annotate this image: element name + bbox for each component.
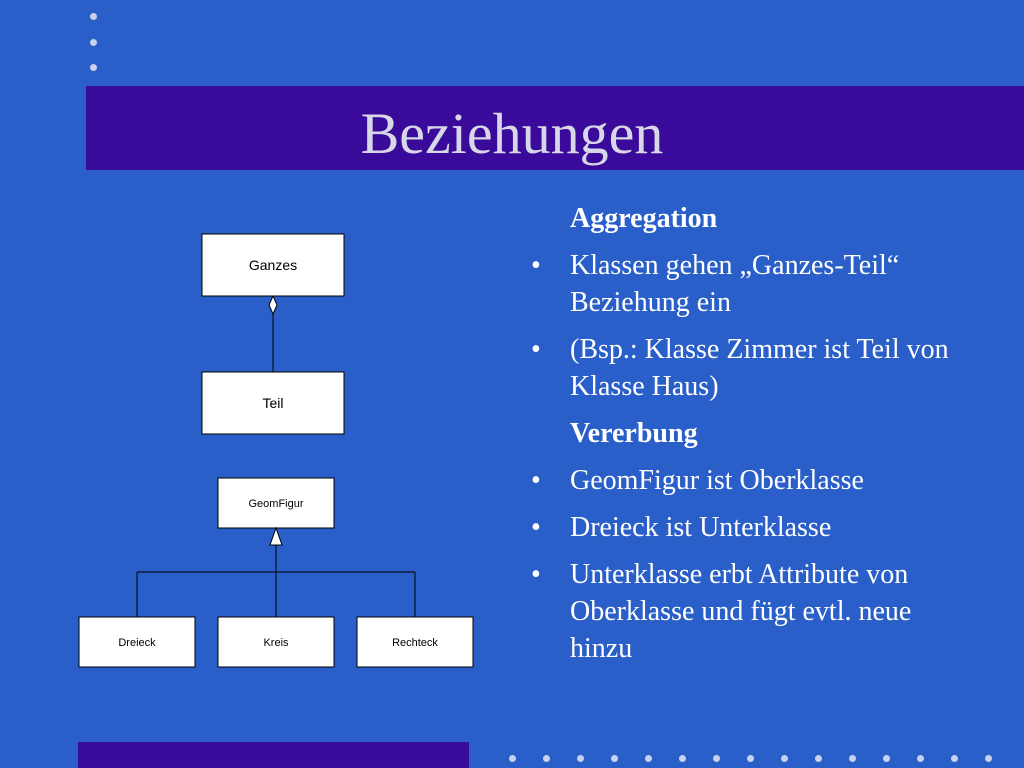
content-text — [525, 200, 965, 677]
class-box-kreis — [218, 617, 334, 667]
class-box-dreieck — [79, 617, 195, 667]
bullet-mark: • — [531, 334, 541, 365]
class-box-teil — [202, 372, 344, 434]
class-name-rechteck: Rechteck — [392, 637, 438, 649]
bullet-mark: • — [531, 250, 541, 281]
bullet-item — [525, 462, 965, 499]
decor-dot — [543, 755, 550, 762]
decor-dot — [679, 755, 686, 762]
decor-dot — [781, 755, 788, 762]
class-box-geomfigur — [218, 478, 334, 528]
aggregation-diamond — [269, 296, 277, 314]
class-name-kreis: Kreis — [263, 637, 289, 649]
decor-dot — [577, 755, 584, 762]
decor-dot — [815, 755, 822, 762]
footer-bar — [78, 742, 469, 768]
bullet-item — [525, 247, 965, 321]
decor-dot — [509, 755, 516, 762]
decor-dot — [985, 755, 992, 762]
bullet-text: Unterklasse erbt Attribute von Oberklasse und fügt evtl. neue hinzu — [570, 559, 912, 664]
decor-dot — [713, 755, 720, 762]
bullet-item — [525, 509, 965, 546]
bullet-text: Klassen gehen „Ganzes-Teil“ Beziehung ein — [570, 250, 900, 318]
bullet-mark: • — [531, 512, 541, 543]
class-box-ganzes — [202, 234, 344, 296]
decor-dot — [917, 755, 924, 762]
heading-vererbung: Vererbung — [570, 418, 698, 449]
bullet-text: Dreieck ist Unterklasse — [570, 512, 832, 543]
inheritance-triangle — [270, 528, 282, 545]
heading-aggregation: Aggregation — [570, 203, 718, 234]
bullet-text: GeomFigur ist Oberklasse — [570, 465, 864, 496]
class-box-rechteck — [357, 617, 473, 667]
decor-dot — [645, 755, 652, 762]
decor-dot — [747, 755, 754, 762]
class-name-ganzes: Ganzes — [248, 257, 298, 273]
decor-dot — [951, 755, 958, 762]
class-name-dreieck: Dreieck — [118, 637, 156, 649]
bullet-item — [525, 331, 965, 405]
bullet-mark: • — [531, 559, 541, 590]
bullet-text: (Bsp.: Klasse Zimmer ist Teil von Klasse Haus) — [570, 334, 949, 402]
bullet-mark: • — [531, 465, 541, 496]
bullet-item — [525, 556, 965, 667]
slide-title: Beziehungen — [360, 101, 664, 166]
class-name-geomfigur: GeomFigur — [248, 498, 304, 510]
decor-dot — [611, 755, 618, 762]
decor-dot — [849, 755, 856, 762]
class-name-teil: Teil — [262, 395, 284, 411]
decor-dot — [883, 755, 890, 762]
